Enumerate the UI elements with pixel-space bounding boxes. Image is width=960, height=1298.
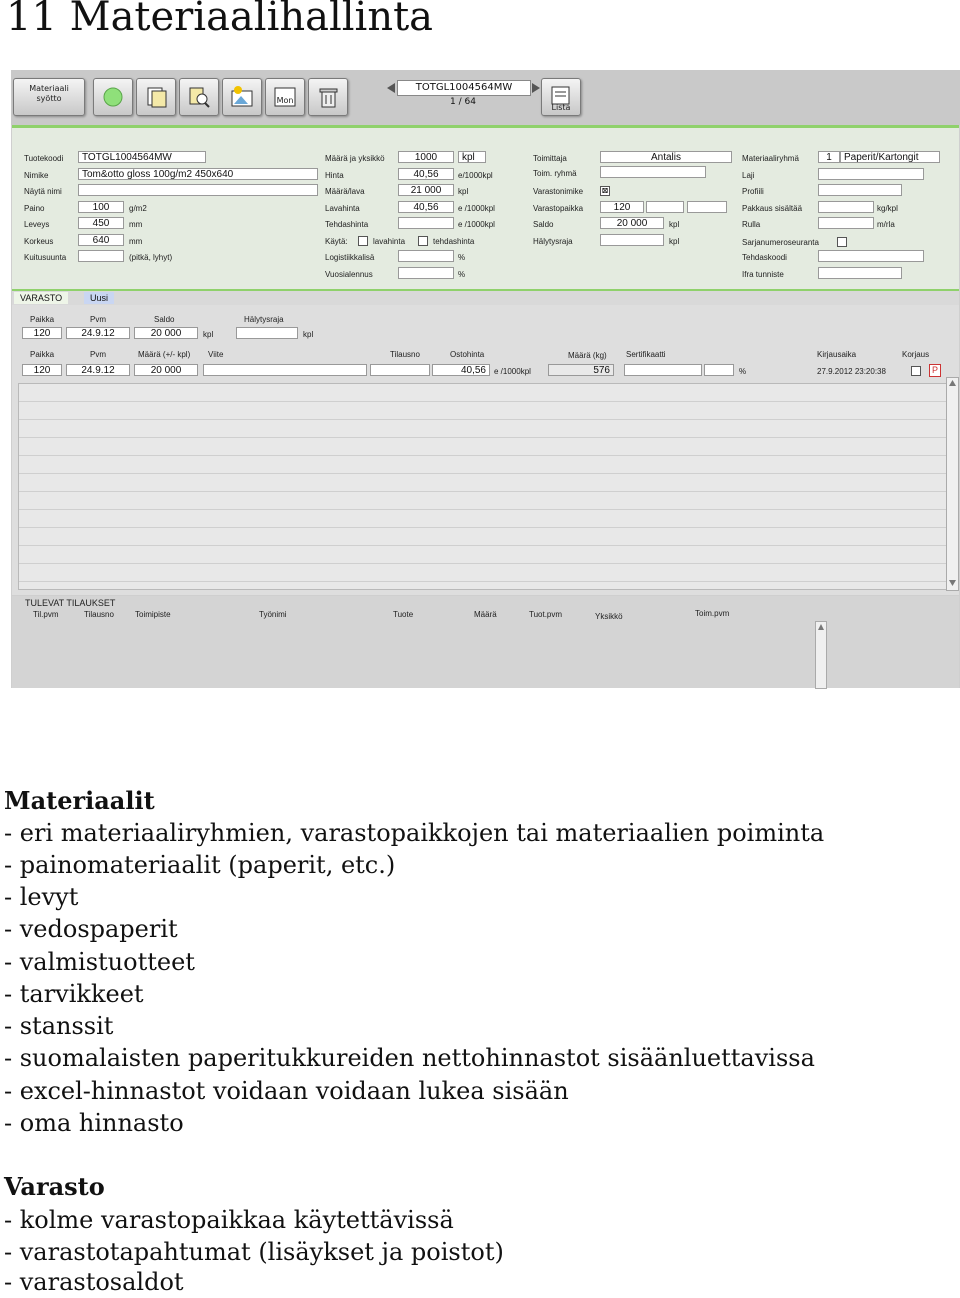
list-item: - tarvikkeet [4,980,144,1008]
col-maara-kg: Määrä (kg) [568,351,607,360]
paino-field[interactable]: 100 [78,201,124,213]
col-maara: Määrä (+/- kpl) [138,350,191,359]
orders-col-8: Toim.pvm [695,609,730,618]
list-item: - eri materiaaliryhmien, varastopaikkojen tai materiaalien poiminta [4,819,825,847]
rulla-label: Rulla [742,220,761,229]
varastopaikka-field-3[interactable] [687,201,727,213]
hinta-label: Hinta [325,171,344,180]
tehdaskoodi-field[interactable] [818,250,924,262]
row-kirjausaika: 27.9.2012 23:20:38 [817,367,886,376]
picture-button[interactable] [222,78,262,116]
saldo-label: Saldo [533,220,554,229]
korkeus-unit: mm [129,237,143,246]
list-button[interactable] [541,78,581,116]
record-navigator [397,80,529,110]
logistiikka-label: Logistiikkalisä [325,253,375,262]
search-icon [187,85,211,109]
nimike-label: Nimike [24,171,49,180]
col-kirjausaika: Kirjausaika [817,350,857,359]
summary-halytysraja-unit: kpl [303,330,314,339]
tehdaskoodi-label: Tehdaskoodi [742,253,787,262]
varastonimike-label: Varastonimike [533,187,584,196]
mon-button[interactable] [265,78,305,116]
paino-label: Paino [24,204,45,213]
profiili-field[interactable] [818,184,902,196]
ifra-field[interactable] [818,267,902,279]
vuosialennus-pct: % [458,270,466,279]
summary-saldo-unit: kpl [203,330,214,339]
nayta-nimi-label: Näytä nimi [24,187,62,196]
leveys-field[interactable]: 450 [78,217,124,229]
summary-halytysraja-label: Hälytysraja [244,315,284,324]
sarjanumero-checkbox[interactable] [837,237,847,247]
tehdashinta-field[interactable] [398,217,454,229]
leveys-label: Leveys [24,220,50,229]
list-item: - valmistuotteet [4,948,195,976]
page-heading: 11 Materiaalihallinta [6,0,434,40]
row-korjaus-checkbox[interactable] [911,366,921,376]
yksikko-field[interactable]: kpl [458,151,486,163]
halytysraja-unit: kpl [669,237,680,246]
summary-paikka-field[interactable]: 120 [22,327,62,339]
saldo-unit: kpl [669,220,680,229]
pakkaus-field[interactable] [818,201,874,213]
pakkaus-label: Pakkaus sisältää [742,204,803,213]
list-item: - varastotapahtumat (lisäykset ja poistot) [4,1238,504,1266]
search-document-button[interactable] [179,78,219,116]
row-pct: % [739,367,747,376]
summary-saldo-field[interactable]: 20 000 [134,327,198,339]
kuitusuunta-field[interactable] [78,250,124,262]
section-varasto-title: Varasto [4,1172,105,1201]
summary-saldo-label: Saldo [154,315,175,324]
list-item: - excel-hinnastot voidaan voidaan lukea sisään [4,1077,569,1105]
orders-col-0: Til.pvm [33,610,59,619]
halytysraja-label: Hälytysraja [533,237,573,246]
paino-unit: g/m2 [129,204,147,213]
scroll-up-icon[interactable] [948,379,957,387]
varastopaikka-field-1[interactable]: 120 [600,201,644,213]
rulla-unit: m/rla [877,220,895,229]
lavahinta-checkbox[interactable] [358,236,368,246]
image-icon [230,85,254,109]
col-pvm: Pvm [90,350,106,359]
maara-lava-field[interactable]: 21 000 [398,184,454,196]
list-item: - varastosaldot [4,1268,184,1296]
trash-icon [316,85,340,109]
row-maara-kg[interactable]: 576 [548,364,614,376]
rulla-field[interactable] [818,217,874,229]
orders-col-5: Määrä [474,610,497,619]
col-ostohinta: Ostohinta [450,350,485,359]
orders-title: TULEVAT TILAUKSET [25,598,116,608]
varastopaikka-field-2[interactable] [646,201,684,213]
lavahinta-field[interactable]: 40,56 [398,201,454,213]
row-sertifikaatti[interactable] [624,364,702,376]
toim-ryhma-field[interactable] [600,166,706,178]
summary-pvm-field[interactable]: 24.9.12 [66,327,130,339]
list-item: - oma hinnasto [4,1109,184,1137]
materiaaliryhma-label: Materiaaliryhmä [742,154,799,163]
kayta-tehdashinta-label: tehdashinta [433,237,475,246]
materiaaliryhma-field[interactable]: Paperit/Kartongit [840,151,940,163]
pakkaus-unit: kg/kpl [877,204,898,213]
saldo-field[interactable]: 20 000 [600,217,664,229]
kayta-lavahinta-label: lavahinta [373,237,406,246]
next-record-icon[interactable] [531,82,541,94]
tab-uusi[interactable]: Uusi [84,292,114,304]
row-ostohinta[interactable]: 40,56 [432,364,490,376]
stock-rows-grid [18,383,948,590]
list-item: - kolme varastopaikkaa käytettävissä [4,1206,454,1234]
summary-pvm-label: Pvm [90,315,106,324]
tab-bar [12,289,959,305]
toim-ryhma-label: Toim. ryhmä [533,169,577,178]
row-viite[interactable] [203,364,367,376]
col-paikka: Paikka [30,350,55,359]
maara-field[interactable]: 1000 [398,151,454,163]
tab-varasto[interactable]: VARASTO [14,292,68,304]
col-sertifikaatti: Sertifikaatti [626,350,666,359]
record-count: 1 / 64 [450,97,476,107]
list-item: - vedospaperit [4,915,178,943]
orders-col-6: Tuot.pvm [529,610,563,619]
kuitusuunta-hint: (pitkä, lyhyt) [129,253,173,262]
hinta-field[interactable]: 40,56 [398,168,454,180]
sarjanumero-label: Sarjanumeroseuranta [742,238,819,247]
status-light-button[interactable] [93,78,133,116]
documents-button[interactable] [136,78,176,116]
laji-field[interactable] [818,168,924,180]
row-tilausno[interactable] [370,364,430,376]
scroll-up-icon[interactable] [817,623,825,631]
section-materiaalit-title: Materiaalit [4,786,155,815]
kuitusuunta-label: Kuitusuunta [24,253,67,262]
tuotekoodi-field[interactable]: TOTGL1004564MW [78,151,206,163]
varastonimike-checkbox[interactable]: ⊠ [601,186,609,195]
row-pvm[interactable]: 24.9.12 [66,364,130,376]
tehdashinta-label: Tehdashinta [325,220,369,229]
korkeus-label: Korkeus [24,237,54,246]
prev-record-icon[interactable] [386,82,396,94]
profiili-label: Profiili [742,187,764,196]
material-form [12,125,959,291]
col-korjaus: Korjaus [902,350,930,359]
ifra-label: Ifra tunniste [742,270,784,279]
lavahinta-label: Lavahinta [325,204,360,213]
orders-col-4: Tuote [393,610,414,619]
maara-label: Määrä ja yksikkö [325,154,385,163]
maara-lava-unit: kpl [458,187,469,196]
tehdashinta-unit: e /1000kpl [458,220,495,229]
orders-col-2: Toimipiste [135,610,171,619]
mon-label: Mon [276,96,294,105]
documents-icon [144,85,168,109]
orders-col-1: Tilausno [84,610,114,619]
tuotekoodi-label: Tuotekoodi [24,154,64,163]
list-item: - painomateriaalit (paperit, etc.) [4,851,396,879]
col-viite: Viite [208,350,224,359]
list-item: - levyt [4,883,79,911]
material-input-label: Materiaali syötto [29,84,69,103]
kayta-label: Käytä: [325,237,348,246]
korkeus-field[interactable]: 640 [78,234,124,246]
summary-halytysraja-field[interactable] [236,327,298,339]
col-tilausno: Tilausno [390,350,420,359]
orders-col-3: Työnimi [259,610,287,619]
row-pct-field[interactable] [704,364,734,376]
logistiikka-pct: % [458,253,466,262]
nimike-field[interactable]: Tom&otto gloss 100g/m2 450x640 [78,168,318,180]
delete-button[interactable] [308,78,348,116]
summary-paikka-label: Paikka [30,315,55,324]
varastopaikka-label: Varastopaikka [533,204,584,213]
scroll-down-icon[interactable] [948,579,957,587]
leveys-unit: mm [129,220,143,229]
material-input-button[interactable] [13,78,85,116]
row-paikka[interactable]: 120 [22,364,62,376]
orders-col-7: Yksikkö [595,612,623,621]
list-label: Lista [551,103,571,112]
laji-label: Laji [742,171,755,180]
row-maara[interactable]: 20 000 [134,364,198,376]
vuosialennus-label: Vuosialennus [325,270,373,279]
row-ostohinta-unit: e /1000kpl [494,367,531,376]
toimittaja-label: Toimittaja [533,154,567,163]
green-light-icon [101,85,125,109]
logistiikka-field[interactable] [398,250,454,262]
list-item: - stanssit [4,1012,114,1040]
row-p-button[interactable]: P [929,364,941,377]
materiaaliryhma-no-field[interactable]: 1 [818,151,840,163]
toimittaja-field[interactable]: Antalis [600,151,732,163]
maara-lava-label: Määrä/lava [325,187,365,196]
stock-scrollbar[interactable] [946,377,959,591]
tehdashinta-checkbox[interactable] [418,236,428,246]
vuosialennus-field[interactable] [398,267,454,279]
halytysraja-field[interactable] [600,234,664,246]
orders-scrollbar[interactable] [815,621,827,689]
list-item: - suomalaisten paperitukkureiden nettohinnastot sisäänluettavissa [4,1044,815,1072]
lavahinta-unit: e /1000kpl [458,204,495,213]
nayta-nimi-field[interactable] [78,184,318,196]
record-code-field[interactable]: TOTGL1004564MW [397,80,531,96]
list-icon [549,85,573,105]
hinta-unit: e/1000kpl [458,171,493,180]
